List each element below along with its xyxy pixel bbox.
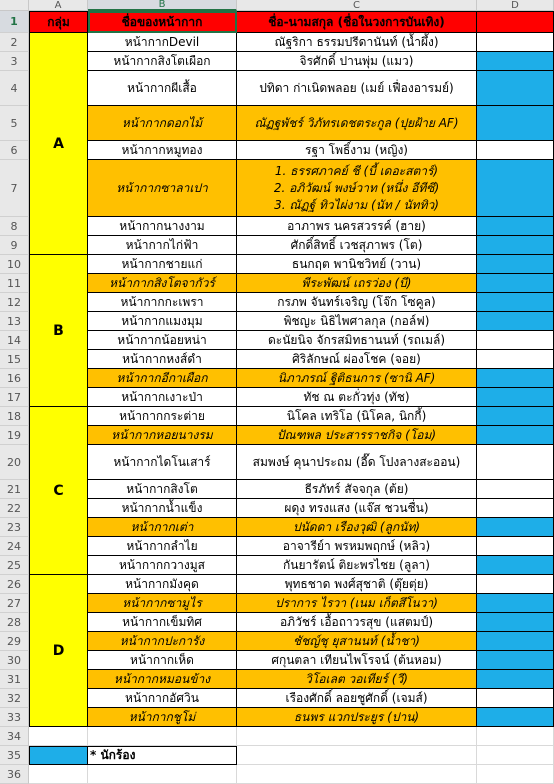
empty-cell[interactable] <box>477 746 554 765</box>
row-header[interactable]: 31 <box>0 670 29 689</box>
column-header-b[interactable]: B <box>88 0 237 11</box>
real-name-cell[interactable] <box>237 312 477 331</box>
real-name-cell[interactable] <box>237 708 477 727</box>
mask-name-cell[interactable]: หน้ากากซามูไร <box>88 594 237 613</box>
mask-name-cell[interactable]: หน้ากากมังคุด <box>88 575 237 594</box>
real-name-line: วิโอเลต วอเทียร์ (วี) <box>305 671 408 686</box>
singer-marker-cell[interactable] <box>477 312 554 331</box>
real-name-line: ณัฐริกา ธรรมปรีดานันท์ (น้ำผึ้ง) <box>274 34 439 49</box>
empty-cell[interactable] <box>29 765 88 784</box>
real-name-line: รฐา โพธิ์งาม (หญิง) <box>305 142 408 157</box>
row-header[interactable]: 24 <box>0 537 29 556</box>
real-name-cell[interactable] <box>237 594 477 613</box>
real-name-line: กรภพ จันทร์เจริญ (โจ๊ก โซคูล) <box>277 294 436 309</box>
mask-name-cell[interactable]: หน้ากากเต่า <box>88 518 237 537</box>
real-name-cell[interactable] <box>237 651 477 670</box>
mask-name-cell[interactable]: หน้ากากนางงาม <box>88 217 237 236</box>
real-name-cell[interactable] <box>237 613 477 632</box>
real-name-cell[interactable] <box>237 480 477 499</box>
real-name-cell[interactable] <box>237 632 477 651</box>
empty-cell[interactable] <box>88 765 237 784</box>
singer-marker-cell[interactable] <box>477 594 554 613</box>
mask-name-cell[interactable]: หน้ากากเงาะป่า <box>88 388 237 407</box>
real-name-line: ทัช ณ ตะกั่วทุ่ง (ทัช) <box>303 389 410 404</box>
real-name-line: เรืองศักดิ์ ลอยชูศักดิ์ (เจมส์) <box>285 690 428 705</box>
empty-cell[interactable] <box>88 727 237 746</box>
singer-marker-cell[interactable] <box>477 236 554 255</box>
mask-name-cell[interactable]: หน้ากากผีเสื้อ <box>88 71 237 106</box>
singer-marker-cell[interactable] <box>477 670 554 689</box>
row-header[interactable]: 9 <box>0 236 29 255</box>
row-header[interactable]: 19 <box>0 426 29 445</box>
singer-marker-cell[interactable] <box>477 255 554 274</box>
singer-marker-cell[interactable] <box>477 274 554 293</box>
real-name-cell[interactable] <box>237 293 477 312</box>
mask-name-cell[interactable]: หน้ากากเห็ด <box>88 651 237 670</box>
real-name-cell[interactable] <box>237 407 477 426</box>
singer-empty-cell[interactable] <box>477 537 554 556</box>
mask-name-cell[interactable]: หน้ากากปะการัง <box>88 632 237 651</box>
real-name-cell[interactable] <box>237 236 477 255</box>
select-all-corner[interactable] <box>0 0 29 11</box>
group-cell[interactable]: C <box>29 407 88 575</box>
singer-marker-cell[interactable] <box>477 160 554 217</box>
real-name-line: ปทิดา ก่าเนิดพลอย (เมย์ เฟื่องอารมย์) <box>259 80 454 95</box>
singer-empty-cell[interactable] <box>477 575 554 594</box>
real-name-cell[interactable] <box>237 670 477 689</box>
real-name-line: ปัณฑพล ประสารราชกิจ (โอม) <box>276 427 437 442</box>
row-header[interactable]: 32 <box>0 689 29 708</box>
column-header-c[interactable]: C <box>237 0 477 11</box>
mask-name-cell[interactable]: หน้ากากหมูทอง <box>88 141 237 160</box>
row-header[interactable]: 12 <box>0 293 29 312</box>
row-header[interactable]: 4 <box>0 71 29 106</box>
real-name-cell[interactable] <box>237 274 477 293</box>
real-name-cell[interactable] <box>237 52 477 71</box>
row-header[interactable]: 30 <box>0 651 29 670</box>
real-name-line: 1. ธรรศภาคย์ ชี (บี้ เดอะสตาร์) <box>274 163 439 178</box>
singer-empty-cell[interactable] <box>477 445 554 480</box>
real-name-line: ธนกฤต พานิชวิทย์ (วาน) <box>291 256 422 271</box>
mask-name-cell[interactable]: หน้ากากอัศวิน <box>88 689 237 708</box>
real-name-line: กันยารัตน์ ติยะพรไชย (ลูลา) <box>283 557 430 572</box>
mask-name-cell[interactable]: หน้ากากชายแก่ <box>88 255 237 274</box>
row-header[interactable]: 35 <box>0 746 29 765</box>
real-name-cell[interactable] <box>237 33 477 52</box>
empty-cell[interactable] <box>237 746 477 765</box>
header-mask-name-cell[interactable]: ชื่อของหน้ากาก <box>88 11 237 33</box>
mask-name-cell[interactable]: หน้ากากสิงโตเผือก <box>88 52 237 71</box>
mask-name-cell[interactable]: หน้ากากหมอนข้าง <box>88 670 237 689</box>
singer-marker-cell[interactable] <box>477 518 554 537</box>
row-header[interactable]: 22 <box>0 499 29 518</box>
row-header[interactable]: 7 <box>0 160 29 217</box>
real-name-line: พิชญะ นิธิไพศาลกุล (กอล์ฟ) <box>283 313 430 328</box>
mask-name-cell[interactable]: หน้ากากดอกไม้ <box>88 106 237 141</box>
row-header[interactable]: 1 <box>0 11 29 33</box>
singer-empty-cell[interactable] <box>477 499 554 518</box>
column-header-a[interactable]: A <box>29 0 88 11</box>
singer-marker-cell[interactable] <box>477 613 554 632</box>
row-header[interactable]: 17 <box>0 388 29 407</box>
real-name-line: นิภาภรณ์ ฐิติธนการ (ซานิ AF) <box>277 370 436 385</box>
row-header[interactable]: 16 <box>0 369 29 388</box>
group-cell[interactable]: B <box>29 255 88 407</box>
row-header[interactable]: 21 <box>0 480 29 499</box>
singer-marker-cell[interactable] <box>477 632 554 651</box>
mask-name-cell[interactable]: หน้ากากสิงโตจากัวร์ <box>88 274 237 293</box>
row-header[interactable]: 18 <box>0 407 29 426</box>
singer-empty-cell[interactable] <box>477 331 554 350</box>
real-name-cell[interactable] <box>237 71 477 106</box>
singer-empty-cell[interactable] <box>477 689 554 708</box>
singer-marker-cell[interactable] <box>477 388 554 407</box>
row-header[interactable]: 2 <box>0 33 29 52</box>
empty-cell[interactable] <box>477 765 554 784</box>
real-name-cell[interactable] <box>237 518 477 537</box>
legend-text: * นักร้อง <box>88 746 237 765</box>
real-name-cell[interactable] <box>237 350 477 369</box>
row-header[interactable]: 6 <box>0 141 29 160</box>
row-header[interactable]: 14 <box>0 331 29 350</box>
real-name-line: พุทธชาด พงศ์สุชาติ (ตุ๊ยตุ่ย) <box>284 576 429 591</box>
real-name-cell[interactable] <box>237 556 477 575</box>
real-name-line: 2. อภิวัฒน์ พงษ์วาท (หนึ่ง อีทีซี) <box>273 180 440 195</box>
row-header[interactable]: 5 <box>0 106 29 141</box>
real-name-cell[interactable] <box>237 141 477 160</box>
real-name-line: ปนัดดา เรืองวุฒิ (ลูกนัท) <box>292 519 421 534</box>
header-group-cell[interactable]: กลุ่ม <box>29 11 88 33</box>
mask-name-cell[interactable]: หน้ากากน้อยหน่า <box>88 331 237 350</box>
empty-cell[interactable] <box>29 727 88 746</box>
singer-marker-cell[interactable] <box>477 106 554 141</box>
legend-swatch <box>29 746 88 765</box>
real-name-line: ธีรภัทร์ สัจจกุล (ต้ย) <box>304 481 409 496</box>
mask-name-cell[interactable]: หน้ากากแมงมุม <box>88 312 237 331</box>
group-cell[interactable]: D <box>29 575 88 727</box>
real-name-line: พีระพัฒน์ เถรว่อง (บี) <box>301 275 412 290</box>
real-name-line: ศักดิ์สิทธิ์ เวชสุภาพร (โต) <box>290 237 423 252</box>
real-name-line: สมพงษ์ คุนาประถม (อี๊ด โปงลางสะออน) <box>252 454 461 469</box>
row-header[interactable]: 34 <box>0 727 29 746</box>
singer-marker-cell[interactable] <box>477 708 554 727</box>
row-header[interactable]: 11 <box>0 274 29 293</box>
row-header[interactable]: 23 <box>0 518 29 537</box>
real-name-line: จิรศักดิ์ ปานพุ่ม (แมว) <box>299 53 414 68</box>
mask-name-cell[interactable]: หน้ากากหงส์ดำ <box>88 350 237 369</box>
real-name-line: ธนพร แวกประยูร (ปาน) <box>293 709 420 724</box>
empty-cell[interactable] <box>237 727 477 746</box>
singer-marker-cell[interactable] <box>477 71 554 106</box>
singer-marker-cell[interactable] <box>477 407 554 426</box>
real-name-cell[interactable] <box>237 331 477 350</box>
real-name-cell[interactable] <box>237 106 477 141</box>
empty-cell[interactable] <box>477 727 554 746</box>
singer-empty-cell[interactable] <box>477 350 554 369</box>
mask-name-cell[interactable]: หน้ากากกะเพรา <box>88 293 237 312</box>
real-name-line: 3. ณัฏฐ์ ทิวไผ่งาม (นัท / นัททิว) <box>274 197 439 212</box>
mask-name-cell[interactable]: หน้ากากสิงโต <box>88 480 237 499</box>
mask-name-cell[interactable]: หน้ากากซาลาเปา <box>88 160 237 217</box>
row-header[interactable]: 10 <box>0 255 29 274</box>
real-name-line: นิโคล เทริโอ (นิโคล, นิกกี้) <box>286 408 427 423</box>
real-name-cell[interactable] <box>237 689 477 708</box>
singer-marker-cell[interactable] <box>477 369 554 388</box>
mask-name-cell[interactable]: หน้ากากลำไย <box>88 537 237 556</box>
real-name-cell[interactable] <box>237 160 477 217</box>
mask-name-cell[interactable]: หน้ากากน้ำแข็ง <box>88 499 237 518</box>
real-name-line: อาจารีย์า พรหมพฤกษ์ (หลิว) <box>282 538 431 553</box>
mask-name-cell[interactable]: หน้ากากไก่ฟ้า <box>88 236 237 255</box>
singer-marker-cell[interactable] <box>477 52 554 71</box>
singer-marker-cell[interactable] <box>477 293 554 312</box>
row-header[interactable]: 36 <box>0 765 29 784</box>
row-header[interactable]: 33 <box>0 708 29 727</box>
real-name-cell[interactable] <box>237 388 477 407</box>
singer-empty-cell[interactable] <box>477 141 554 160</box>
real-name-line: ศิริลักษณ์ ผ่องโชค (จอย) <box>292 351 421 366</box>
real-name-line: ปราการ ไรวา (เนม เก็ตสึโนวา) <box>275 595 438 610</box>
real-name-line: ผดุง ทรงแสง (แจ๊ส ชวนชื่น) <box>284 500 429 515</box>
row-header[interactable]: 28 <box>0 613 29 632</box>
real-name-cell[interactable] <box>237 255 477 274</box>
singer-marker-cell[interactable] <box>477 217 554 236</box>
mask-name-cell[interactable]: หน้ากากไดโนเสาร์ <box>88 445 237 480</box>
singer-empty-cell[interactable] <box>477 480 554 499</box>
real-name-cell[interactable] <box>237 575 477 594</box>
row-header[interactable]: 29 <box>0 632 29 651</box>
group-cell[interactable]: A <box>29 33 88 255</box>
singer-marker-cell[interactable] <box>477 556 554 575</box>
column-header-d[interactable]: D <box>477 0 554 11</box>
row-header[interactable]: 8 <box>0 217 29 236</box>
real-name-line: ดะนัยนิจ จักรสมิทธานนท์ (รถเมล์) <box>267 332 446 347</box>
mask-name-cell[interactable]: หน้ากากกระต่าย <box>88 407 237 426</box>
mask-name-cell[interactable]: หน้ากากชูโม่ <box>88 708 237 727</box>
real-name-cell[interactable] <box>237 369 477 388</box>
real-name-line: อาภาพร นครสวรรค์ (ฮาย) <box>287 218 426 233</box>
mask-name-cell[interactable]: หน้ากากเข็มทิศ <box>88 613 237 632</box>
header-real-name-cell[interactable]: ชื่อ-นามสกุล (ชื่อในวงการบันเทิง) <box>237 11 477 33</box>
empty-cell[interactable] <box>237 765 477 784</box>
singer-empty-cell[interactable] <box>477 33 554 52</box>
row-header[interactable]: 27 <box>0 594 29 613</box>
real-name-cell[interactable] <box>237 537 477 556</box>
mask-name-cell[interactable]: หน้ากากDevil <box>88 33 237 52</box>
row-header[interactable]: 13 <box>0 312 29 331</box>
singer-marker-cell[interactable] <box>477 426 554 445</box>
singer-marker-cell[interactable] <box>477 651 554 670</box>
real-name-line: ณัฏฐพัชร์ วิภัทรเดชตระกูล (ปุยฝ้าย AF) <box>254 115 459 130</box>
row-header[interactable]: 20 <box>0 445 29 480</box>
row-header[interactable]: 15 <box>0 350 29 369</box>
mask-name-cell[interactable]: หน้ากากอีกาเผือก <box>88 369 237 388</box>
header-singer-cell[interactable] <box>477 11 554 33</box>
real-name-line: อภิวัชร์ เอื้อถาวรสุข (แสตมป์) <box>279 614 434 629</box>
real-name-cell[interactable] <box>237 426 477 445</box>
row-header[interactable]: 26 <box>0 575 29 594</box>
mask-name-cell[interactable]: หน้ากากหอยนางรม <box>88 426 237 445</box>
real-name-line: ศกุนตลา เทียนไพโรจน์ (ต้นหอม) <box>271 652 442 667</box>
real-name-cell[interactable] <box>237 445 477 480</box>
real-name-line: ชัชญ์ชุ ยุสานนท์ (น้ำชา) <box>293 633 420 648</box>
real-name-cell[interactable] <box>237 217 477 236</box>
row-header[interactable]: 3 <box>0 52 29 71</box>
mask-name-cell[interactable]: หน้ากากกวางมูส <box>88 556 237 575</box>
real-name-cell[interactable] <box>237 499 477 518</box>
row-header[interactable]: 25 <box>0 556 29 575</box>
